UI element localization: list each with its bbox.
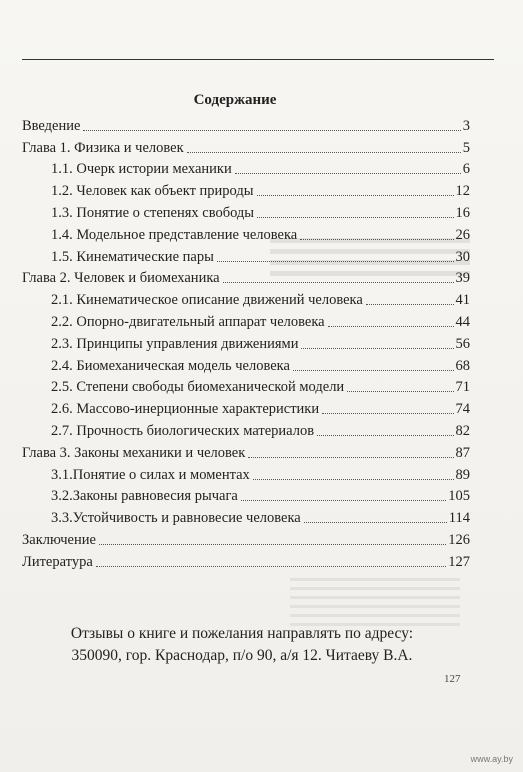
toc-entry-title: 1.1. Очерк истории механики: [51, 161, 232, 178]
toc-entry-page: 30: [455, 248, 470, 265]
dot-leader: [347, 391, 453, 392]
dot-leader: [241, 500, 446, 501]
dot-leader: [293, 370, 454, 371]
toc-entry: [22, 484, 470, 506]
toc-entry: [22, 244, 470, 266]
toc-entry: [22, 440, 470, 462]
toc-entry: [22, 418, 470, 440]
toc-entry-page: 3: [462, 117, 470, 134]
toc-entry: [22, 353, 470, 375]
toc-entry-title: Заключение: [22, 531, 96, 548]
toc-entry: [22, 135, 470, 157]
toc-entry-title: Введение: [22, 117, 81, 134]
dot-leader: [304, 522, 447, 523]
toc-entry: [22, 113, 470, 135]
dot-leader: [322, 413, 453, 414]
toc-entry-title: 2.2. Опорно-двигательный аппарат человека: [51, 313, 325, 330]
toc-entry-page: 127: [448, 553, 470, 570]
toc-entry-page: 114: [448, 510, 470, 527]
toc-entry-title: 1.5. Кинематические пары: [51, 248, 214, 265]
toc-entry-title: Глава 2. Человек и биомеханика: [22, 270, 220, 287]
toc-entry: [22, 549, 470, 571]
feedback-line-2: 350090, гор. Краснодар, п/о 90, а/я 12. Читаеву В.А.: [71, 647, 413, 664]
toc-entry-title: 3.2.Законы равновесия рычага: [51, 488, 238, 505]
toc-entry: [22, 505, 470, 527]
toc-entry-title: 2.7. Прочность биологических материалов: [51, 422, 315, 439]
toc-entry-title: 2.4. Биомеханическая модель человека: [51, 357, 290, 374]
dot-leader: [301, 348, 453, 349]
toc-entry-page: 26: [455, 226, 470, 243]
dot-leader: [99, 544, 446, 545]
toc-entry-page: 74: [455, 401, 470, 418]
toc-entry: [22, 200, 470, 222]
dot-leader: [187, 152, 461, 153]
page-number: 127: [444, 673, 461, 685]
toc-entry: [22, 462, 470, 484]
toc-entry-title: 1.3. Понятие о степенях свободы: [51, 204, 255, 221]
dot-leader: [328, 326, 454, 327]
toc-entry-title: 1.2. Человек как объект природы: [51, 183, 254, 200]
dot-leader: [217, 261, 454, 262]
toc-entry-title: 2.5. Степени свободы биомеханической модели: [51, 379, 345, 396]
toc-entry: [22, 287, 470, 309]
toc-entry-title: 3.1.Понятие о силах и моментах: [51, 466, 250, 483]
toc-entry-page: 87: [455, 444, 470, 461]
toc-entry-page: 105: [448, 488, 470, 505]
feedback-line-1: Отзывы о книге и пожелания направлять по адресу:: [70, 625, 414, 642]
toc-entry-page: 71: [455, 379, 470, 396]
dot-leader: [223, 282, 454, 283]
toc-entry-page: 56: [455, 335, 470, 352]
toc-entry: [22, 157, 470, 179]
toc-entry-page: 44: [455, 313, 470, 330]
dot-leader: [257, 195, 454, 196]
dot-leader: [317, 435, 453, 436]
toc-entry-page: 126: [448, 531, 470, 548]
toc-entry: [22, 266, 470, 288]
toc-entry-title: 1.4. Модельное представление человека: [51, 226, 298, 243]
toc-entry-page: 82: [455, 422, 470, 439]
feedback-note: [22, 623, 462, 667]
toc-entry-title: Глава 3. Законы механики и человек: [22, 444, 246, 461]
watermark-text: www.ay.by: [470, 754, 513, 764]
dot-leader: [248, 457, 453, 458]
toc-entry: [22, 309, 470, 331]
toc-entry-title: 2.3. Принципы управления движениями: [51, 335, 299, 352]
toc-entry-page: 6: [462, 161, 470, 178]
toc-entry-page: 5: [462, 139, 470, 156]
dot-leader: [235, 173, 461, 174]
toc-entry-page: 16: [455, 204, 470, 221]
toc-entry: [22, 375, 470, 397]
toc-entry: [22, 222, 470, 244]
toc-entry-page: 89: [455, 466, 470, 483]
dot-leader: [83, 130, 460, 131]
toc-entry-title: Глава 1. Физика и человек: [22, 139, 184, 156]
toc-entry: [22, 331, 470, 353]
toc-entry: [22, 527, 470, 549]
toc-entry: [22, 396, 470, 418]
toc-entry: [22, 178, 470, 200]
table-of-contents: [22, 113, 470, 571]
toc-entry-title: 2.1. Кинематическое описание движений человека: [51, 292, 363, 309]
toc-entry-page: 41: [455, 292, 470, 309]
top-rule: [22, 59, 494, 60]
toc-entry-title: 2.6. Массово-инерционные характеристики: [51, 401, 320, 418]
toc-entry-title: 3.3.Устойчивость и равновесие человека: [51, 510, 301, 527]
toc-entry-page: 12: [455, 183, 470, 200]
dot-leader: [96, 566, 446, 567]
dot-leader: [366, 304, 454, 305]
toc-entry-page: 39: [455, 270, 470, 287]
dot-leader: [257, 217, 453, 218]
contents-heading: Содержание: [193, 92, 277, 108]
toc-entry-title: Литература: [22, 553, 93, 570]
toc-entry-page: 68: [455, 357, 470, 374]
dot-leader: [300, 239, 453, 240]
dot-leader: [253, 479, 454, 480]
